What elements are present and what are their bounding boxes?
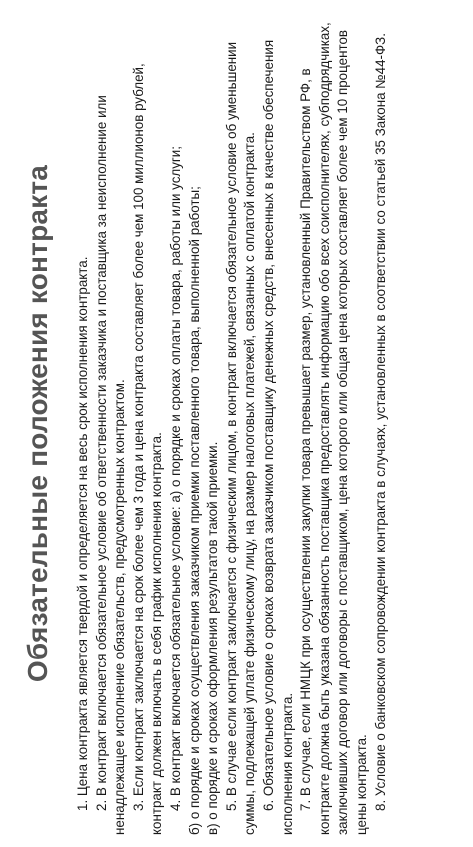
paragraph: 6. Обязательное условие о сроках возврата заказчиком поставщику денежных средств, внесенных в качестве обеспечения исполнения контракта. <box>260 39 295 835</box>
slide-title: Обязательные положения контракта <box>22 164 53 683</box>
paragraph: 3. Если контракт заключается на срок более чем 3 года и цена контракта составляет более чем 100 миллионов рублей, контракт должен включать в себя график исполнения контракта. <box>130 63 165 835</box>
paragraph: 8. Условие о банковском сопровождении контракта в случаях, установленных в соответствии со статьей 35 Закона №44-ФЗ. <box>372 33 388 811</box>
paragraph: б) о порядке и сроках осуществления заказчиком приемки поставленного товара, выполненной работы; <box>186 186 202 835</box>
paragraph: 4. В контракт включается обязательное условие: а) о порядке и сроках оплаты товара, работы или услуги; <box>167 146 183 811</box>
paragraph: 5. В случае если контракт заключается с физическим лицом, в контракт включается обязательное условие об уменьшении суммы, подлежащей уплате физическому лицу, на размер налоговых платежей, связанных с оплатой контракта. <box>223 41 258 835</box>
paragraph: 7. В случае, если НМЦК при осуществлении закупки товара превышает размер, установленный Правительством РФ, в контракте должна быть указана обязанность поставщика предоставлять информацию обо всех соисполнителях, субподрядчиках, заключивших договор или договоры с поставщиком, цена которого или общая цена которых составляет более чем 10 процентов цены контракта. <box>298 22 369 835</box>
slide-body <box>74 14 390 835</box>
paragraph: 2. В контракт включается обязательное условие об ответственности заказчика и поставщика за неисполнение или ненадлежащее исполнение обязательств, предусмотренных контрактом. <box>93 95 128 835</box>
paragraph: 1. Цена контракта является твердой и определяется на весь срок исполнения контракта. <box>75 256 90 811</box>
paragraph: в) о порядке и сроках оформления результатов такой приемки. <box>205 441 221 835</box>
